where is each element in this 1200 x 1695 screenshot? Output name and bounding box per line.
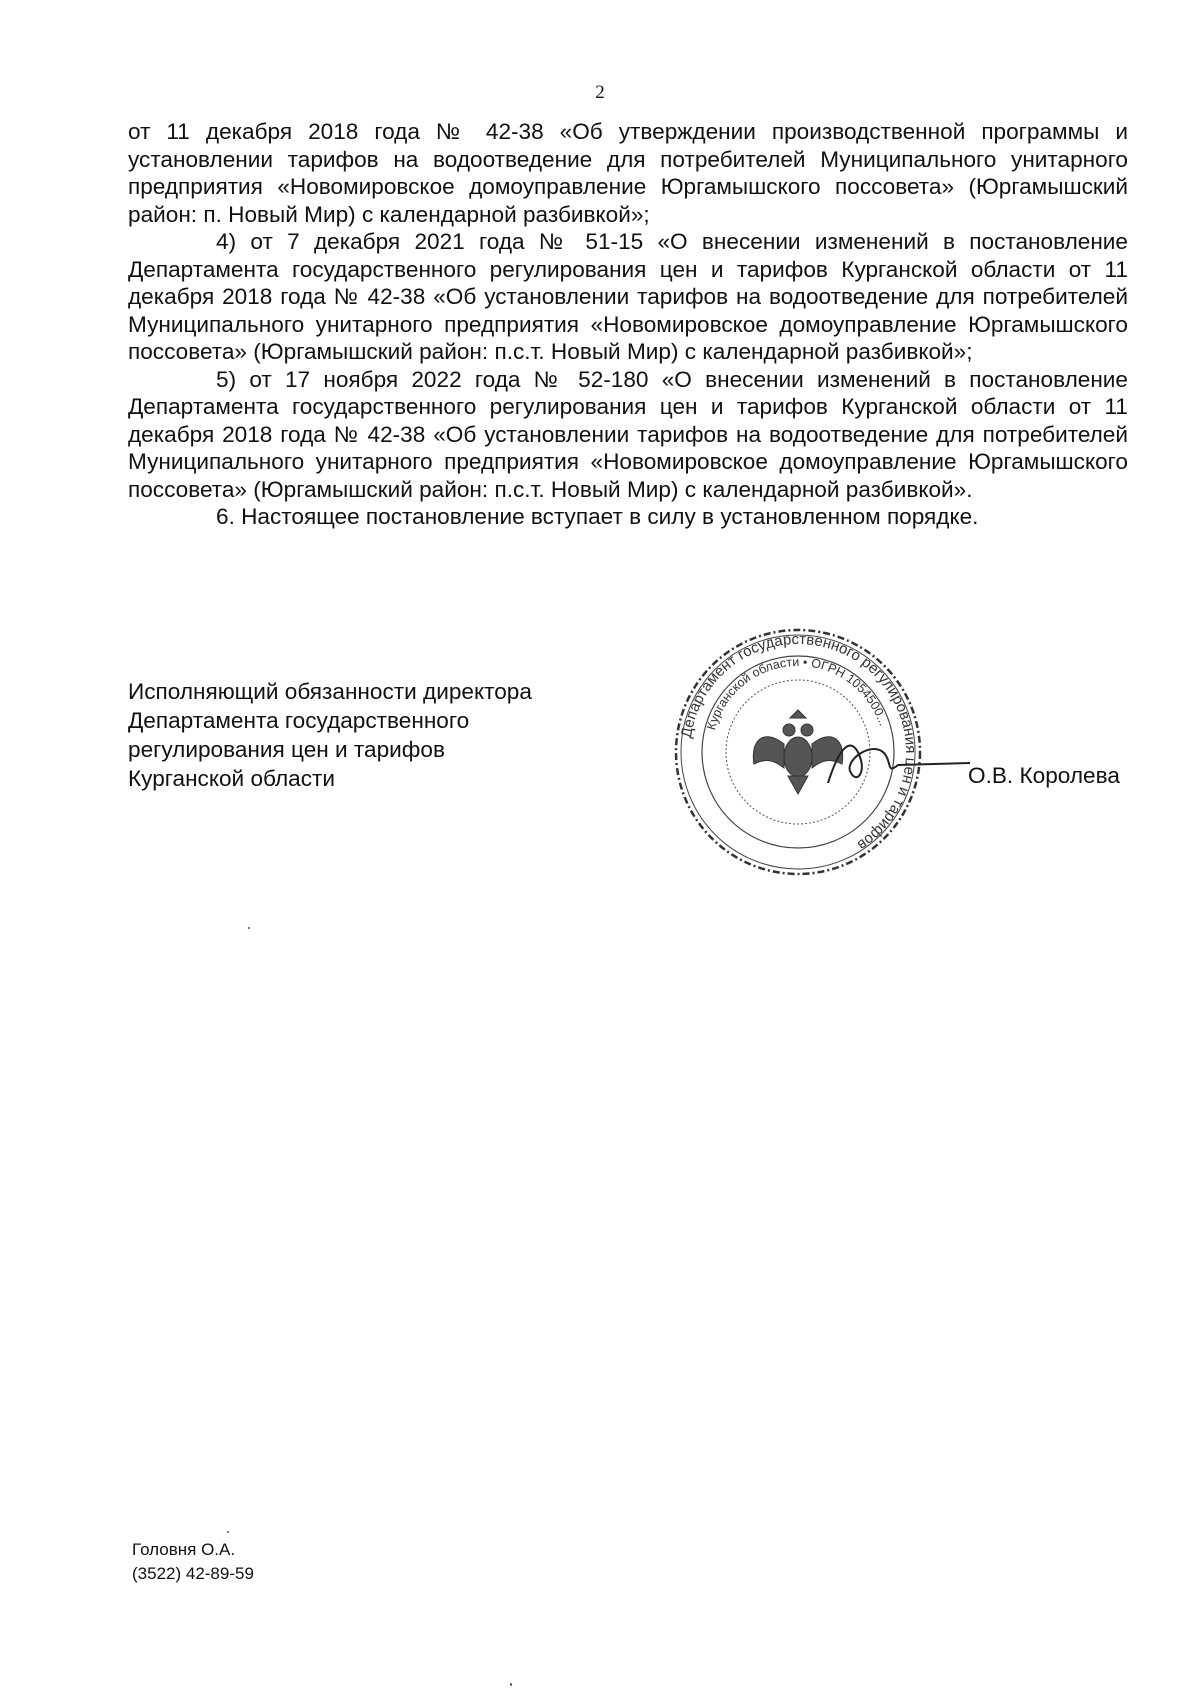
paragraph-item-6: 6. Настоящее постановление вступает в силу в установленном порядке. bbox=[216, 504, 979, 529]
executor-footer bbox=[132, 1538, 254, 1586]
stamp-outer-text: Департамент государственного регулирования цен и тарифов bbox=[677, 630, 920, 854]
stamp-inner-text: Курганской области • ОГРН 1054500... bbox=[704, 654, 891, 732]
scan-speck bbox=[248, 927, 250, 929]
signer-title-line: Департамента государственного bbox=[128, 708, 470, 733]
document-body bbox=[128, 118, 1128, 531]
signer-name: О.В. Королева bbox=[968, 763, 1120, 788]
signer-title-line: Курганской области bbox=[128, 766, 335, 791]
signer-title-block bbox=[128, 677, 628, 793]
signer-title-line: Исполняющий обязанности директора bbox=[128, 679, 532, 704]
scan-speck bbox=[227, 1531, 229, 1533]
handwritten-signature bbox=[820, 725, 980, 795]
paragraph-item-4: 4) от 7 декабря 2021 года № 51-15 «О внесении изменений в постановление Департамента государственного регулирования цен и тарифов Курганской области от 11 декабря 2018 года № 42-38 «Об установлении тарифов на водоотведение для потребителей Муниципального унитарного предприятия «Новомировское домоуправление Юргамышского поссовета» (Юргамышский район: п.с.т. Новый Мир) с календарной разбивкой»; bbox=[128, 229, 1128, 364]
signer-title-line: регулирования цен и тарифов bbox=[128, 737, 445, 762]
page-number: 2 bbox=[595, 82, 605, 103]
paragraph-item-5: 5) от 17 ноября 2022 года № 52-180 «О внесении изменений в постановление Департамента государственного регулирования цен и тарифов Курганской области от 11 декабря 2018 года № 42-38 «Об установлении тарифов на водоотведение для потребителей Муниципального унитарного предприятия «Новомировское домоуправление Юргамышского поссовета» (Юргамышский район: п.с.т. Новый Мир) с календарной разбивкой». bbox=[128, 366, 1128, 502]
executor-phone: (3522) 42-89-59 bbox=[132, 1564, 254, 1583]
paragraph-continuation: от 11 декабря 2018 года № 42-38 «Об утверждении производственной программы и установлении тарифов на водоотведение для потребителей Муниципального унитарного предприятия «Новомировское домоуправление Юргамышского поссовета» (Юргамышский район: п. Новый Мир) с календарной разбивкой»; bbox=[128, 119, 1128, 227]
executor-name: Головня О.А. bbox=[132, 1540, 236, 1559]
scan-speck bbox=[510, 1683, 512, 1686]
